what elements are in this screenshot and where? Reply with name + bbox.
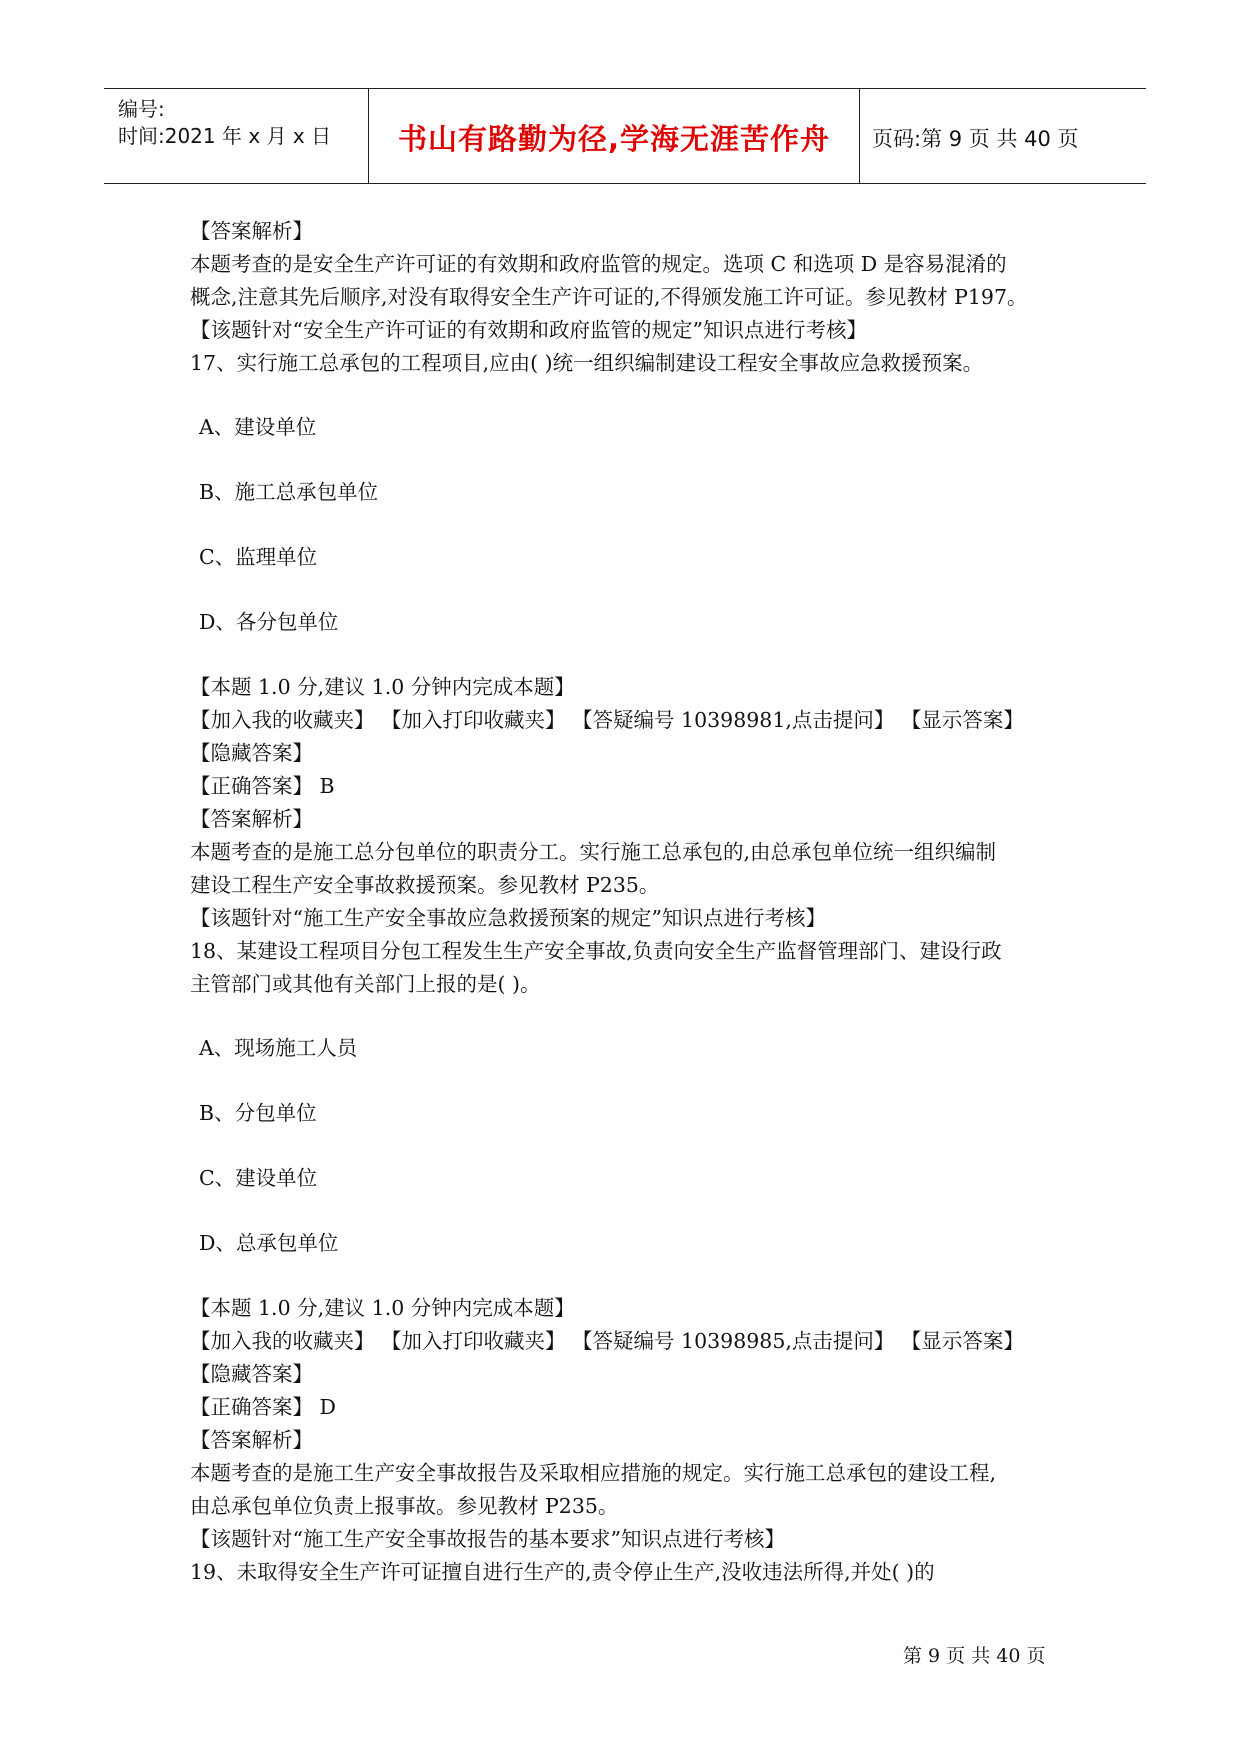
header-motto-cell (369, 89, 860, 183)
header-page-code: 页码:第 9 页 共 40 页 (872, 127, 1079, 151)
question-17: 17、实行施工总承包的工程项目,应由( )统一组织编制建设工程安全事故应急救援预案。 (190, 351, 984, 375)
hide-answer-link[interactable]: 【隐藏答案】 (190, 1362, 313, 1386)
header-motto: 书山有路勤为径,学海无涯苦作舟 (397, 122, 831, 156)
question-actions-line[interactable]: 【加入我的收藏夹】 【加入打印收藏夹】 【答疑编号 10398981,点击提问】 【显示答案】 (190, 708, 1024, 732)
question-18-option-a: A、现场施工人员 (199, 1036, 358, 1060)
page-footer: 第 9 页 共 40 页 (903, 1645, 1046, 1667)
question-score-line: 【本题 1.0 分,建议 1.0 分钟内完成本题】 (190, 1296, 575, 1320)
knowledge-point-line: 【该题针对“施工生产安全事故报告的基本要求”知识点进行考核】 (190, 1527, 785, 1551)
question-18: 18、某建设工程项目分包工程发生生产安全事故,负责向安全生产监督管理部门、建设行政 (190, 939, 1002, 963)
question-actions-line[interactable]: 【加入我的收藏夹】 【加入打印收藏夹】 【答疑编号 10398985,点击提问】 【显示答案】 (190, 1329, 1024, 1353)
analysis-text-line: 本题考查的是施工生产安全事故报告及采取相应措施的规定。实行施工总承包的建设工程, (190, 1461, 997, 1485)
analysis-text-line: 概念,注意其先后顺序,对没有取得安全生产许可证的,不得颁发施工许可证。参见教材 P197。 (190, 285, 1028, 309)
knowledge-point-line: 【该题针对“施工生产安全事故应急救援预案的规定”知识点进行考核】 (190, 906, 826, 930)
answer-analysis-heading: 【答案解析】 (190, 807, 313, 831)
analysis-text-line: 由总承包单位负责上报事故。参见教材 P235。 (190, 1494, 619, 1518)
question-18-option-c: C、建设单位 (199, 1166, 318, 1190)
header-info-cell (104, 89, 369, 183)
knowledge-point-line: 【该题针对“安全生产许可证的有效期和政府监管的规定”知识点进行考核】 (190, 318, 867, 342)
question-score-line: 【本题 1.0 分,建议 1.0 分钟内完成本题】 (190, 675, 575, 699)
question-17-option-a: A、建设单位 (199, 415, 317, 439)
question-18-option-b: B、分包单位 (199, 1101, 317, 1125)
document-number-label: 编号: (118, 97, 165, 121)
header-page-cell (860, 89, 1146, 183)
analysis-text-line: 本题考查的是施工总分包单位的职责分工。实行施工总承包的,由总承包单位统一组织编制 (190, 840, 997, 864)
hide-answer-link[interactable]: 【隐藏答案】 (190, 741, 313, 765)
question-19: 19、未取得安全生产许可证擅自进行生产的,责令停止生产,没收违法所得,并处( )的 (190, 1560, 935, 1584)
question-17-option-b: B、施工总承包单位 (199, 480, 379, 504)
correct-answer-line: 【正确答案】 B (190, 774, 335, 798)
answer-analysis-heading: 【答案解析】 (190, 219, 313, 243)
answer-analysis-heading: 【答案解析】 (190, 1428, 313, 1452)
question-17-option-d: D、各分包单位 (199, 610, 339, 634)
document-time-label: 时间:2021 年 x 月 x 日 (118, 124, 332, 148)
analysis-text-line: 建设工程生产安全事故救援预案。参见教材 P235。 (190, 873, 660, 897)
correct-answer-line: 【正确答案】 D (190, 1395, 336, 1419)
analysis-text-line: 本题考查的是安全生产许可证的有效期和政府监管的规定。选项 C 和选项 D 是容易混淆的 (190, 252, 1007, 276)
question-18-option-d: D、总承包单位 (199, 1231, 339, 1255)
question-17-option-c: C、监理单位 (199, 545, 318, 569)
question-18-continued: 主管部门或其他有关部门上报的是( )。 (190, 972, 541, 996)
page-header (104, 88, 1146, 184)
